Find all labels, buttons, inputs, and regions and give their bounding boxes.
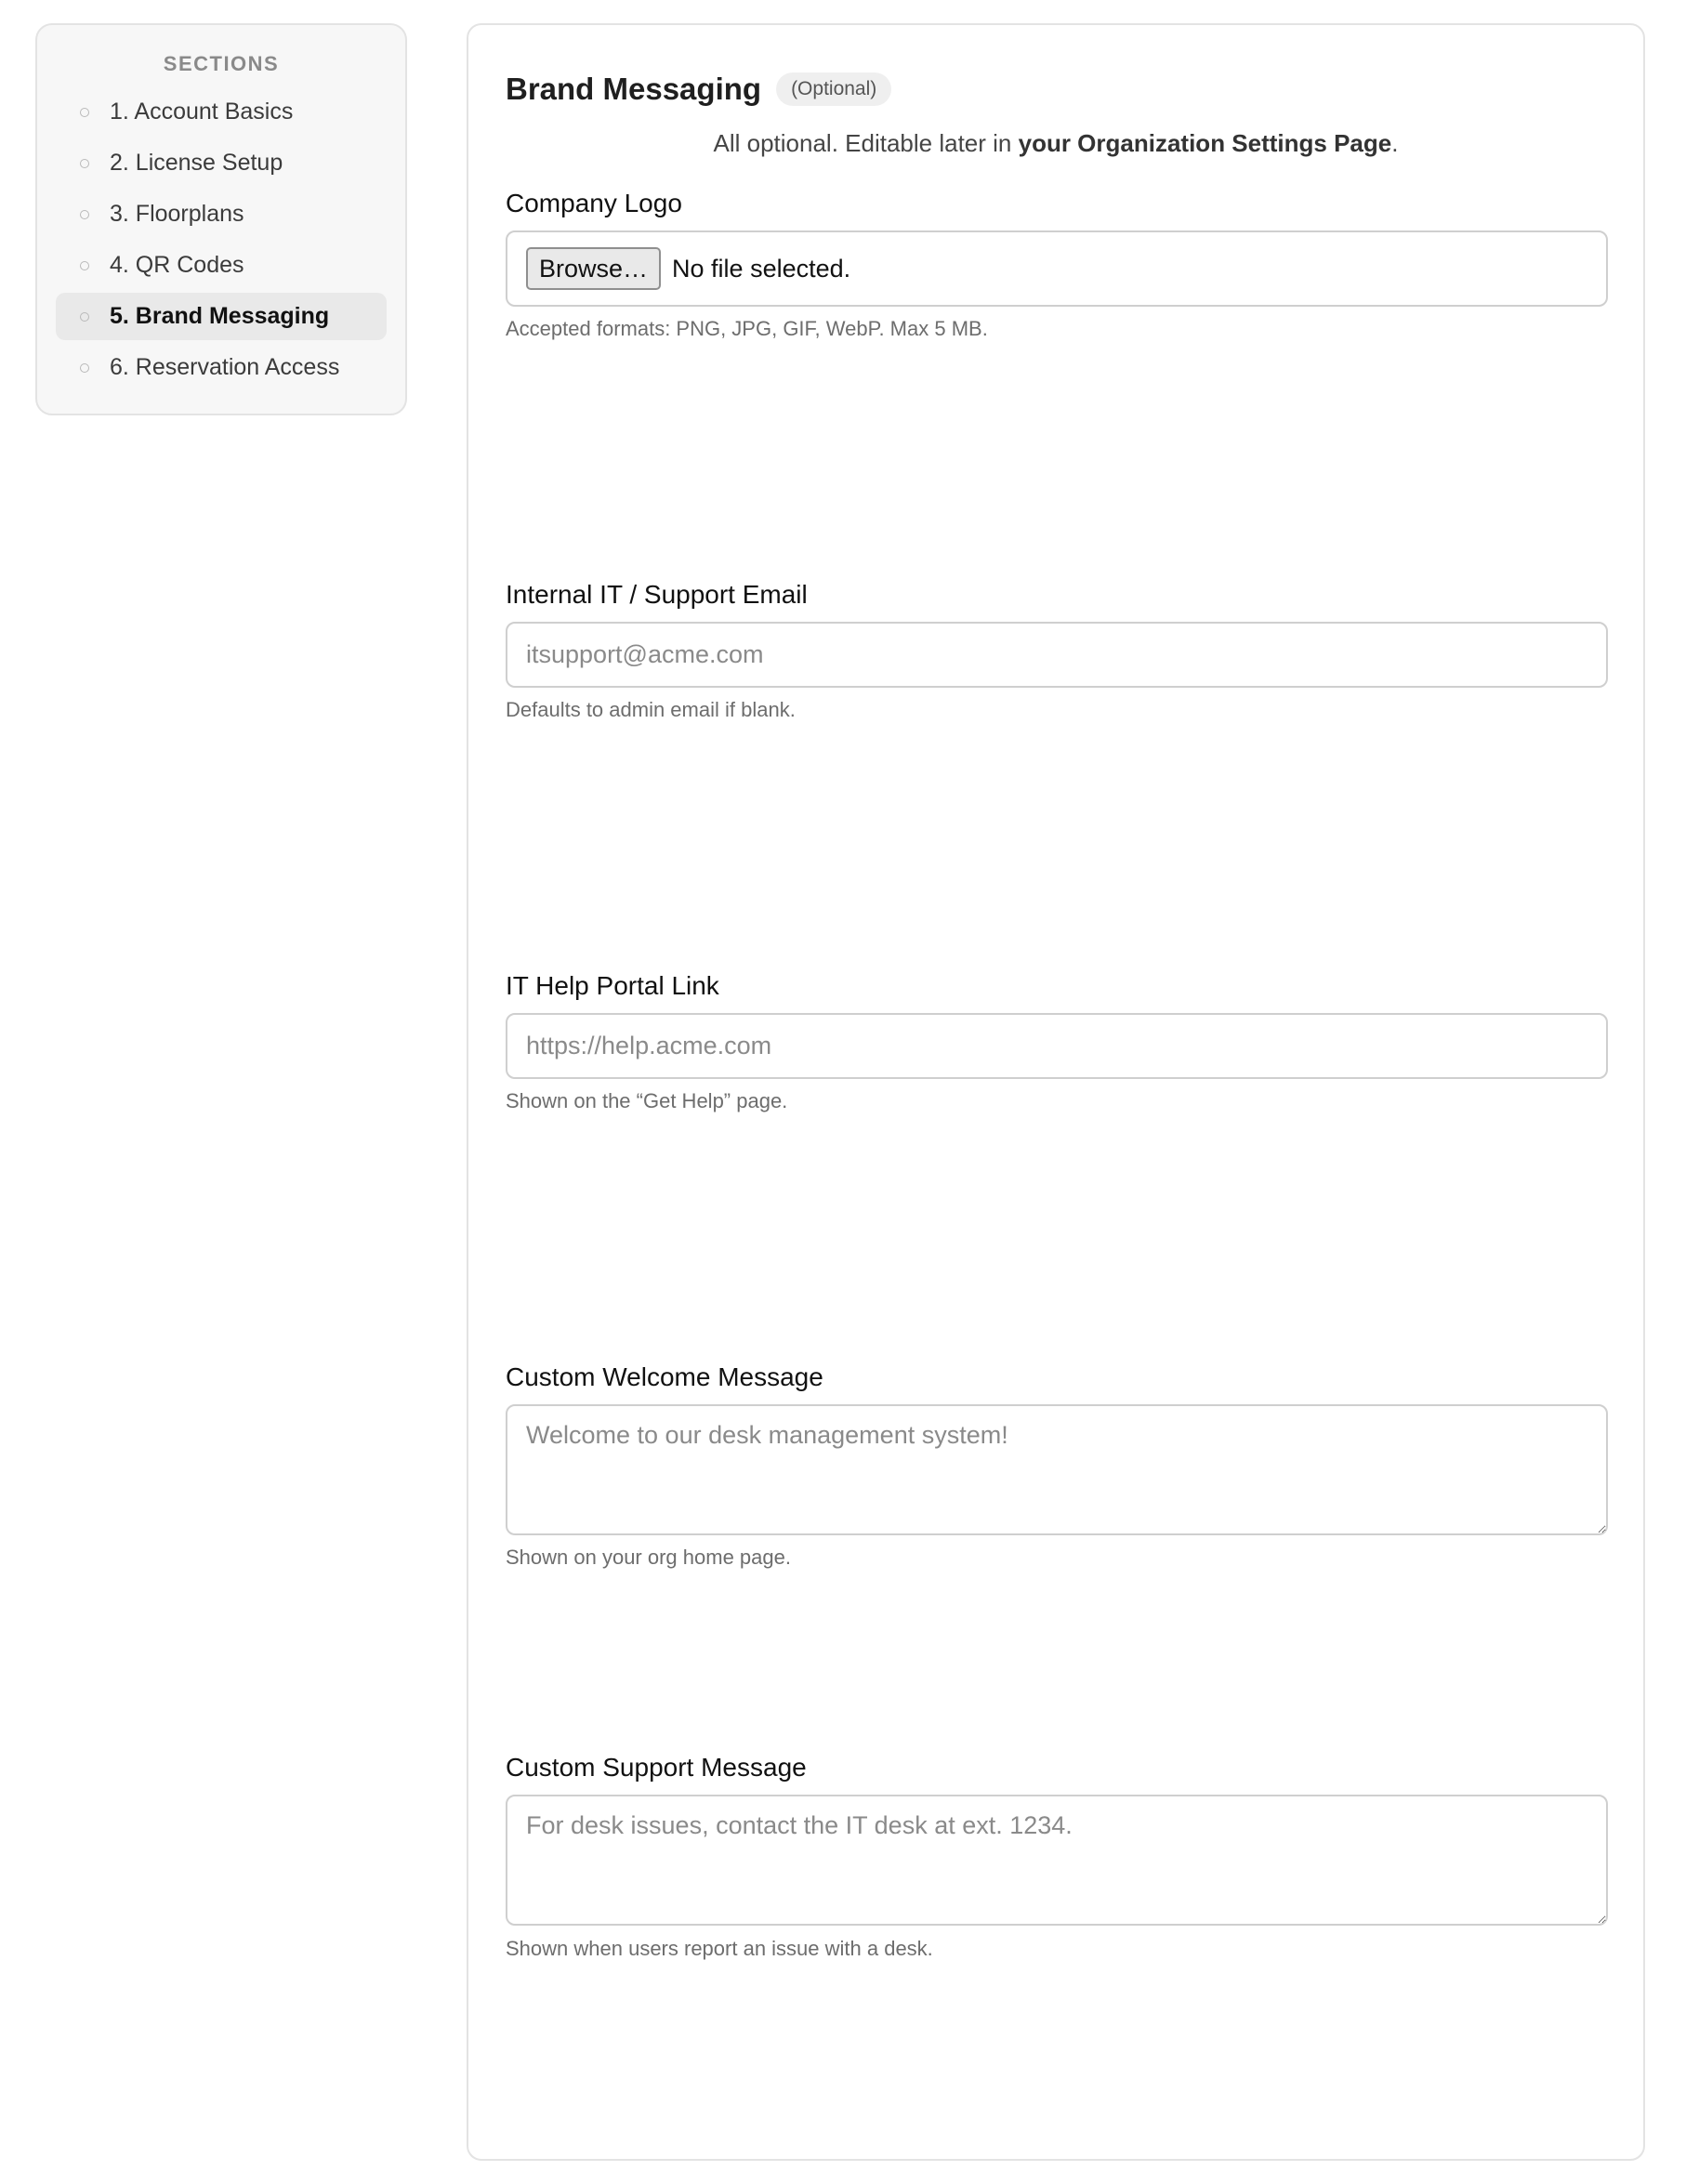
intro-prefix: All optional. Editable later in [713,129,1019,157]
support-message-textarea[interactable] [506,1795,1608,1926]
sidebar-item-license-setup[interactable] [56,139,387,187]
sidebar-item-label: 3. Floorplans [110,201,244,227]
welcome-message-textarea[interactable] [506,1404,1608,1535]
circle-bullet-icon [80,261,89,270]
sidebar-item-account-basics[interactable] [56,88,387,136]
sidebar-item-brand-messaging[interactable] [56,293,387,340]
help-portal-label: IT Help Portal Link [506,971,719,1000]
sidebar-item-floorplans[interactable] [56,191,387,238]
help-portal-field[interactable] [506,1013,1608,1079]
support-email-field[interactable] [506,622,1608,688]
sidebar-item-label: 2. License Setup [110,150,283,176]
help-portal-help: Shown on the “Get Help” page. [506,1089,788,1112]
section-header [506,68,891,111]
sidebar-item-reservation-access[interactable] [56,344,387,391]
support-message-label: Custom Support Message [506,1753,807,1782]
file-status: No file selected. [672,254,851,283]
support-email-label: Internal IT / Support Email [506,580,808,609]
sidebar-item-qr-codes[interactable] [56,242,387,289]
company-logo-help: Accepted formats: PNG, JPG, GIF, WebP. Max 5 MB. [506,317,988,340]
circle-bullet-icon [80,108,89,117]
support-message-help: Shown when users report an issue with a desk. [506,1937,933,1960]
organization-settings-link[interactable]: your Organization Settings Page [1018,129,1392,157]
browse-button[interactable]: Browse… [526,247,661,290]
company-logo-file-input[interactable] [506,230,1608,307]
sidebar-item-label: 4. QR Codes [110,252,244,278]
circle-bullet-icon [80,363,89,373]
circle-bullet-icon [80,312,89,322]
page-title: Brand Messaging [506,72,762,106]
intro-suffix: . [1391,129,1399,157]
sidebar-item-label: 5. Brand Messaging [110,303,330,329]
sidebar-title: SECTIONS [163,52,280,75]
brand-messaging-panel [467,23,1645,2161]
company-logo-label: Company Logo [506,189,682,217]
circle-bullet-icon [80,210,89,219]
sidebar-list [37,88,405,391]
welcome-message-label: Custom Welcome Message [506,1362,823,1391]
sidebar-item-label: 6. Reservation Access [110,354,340,380]
support-email-help: Defaults to admin email if blank. [506,698,796,721]
welcome-message-help: Shown on your org home page. [506,1546,791,1569]
intro-text [468,129,1643,158]
circle-bullet-icon [80,159,89,168]
sections-sidebar [35,23,407,415]
optional-badge: (Optional) [776,72,891,106]
sidebar-item-label: 1. Account Basics [110,99,294,125]
